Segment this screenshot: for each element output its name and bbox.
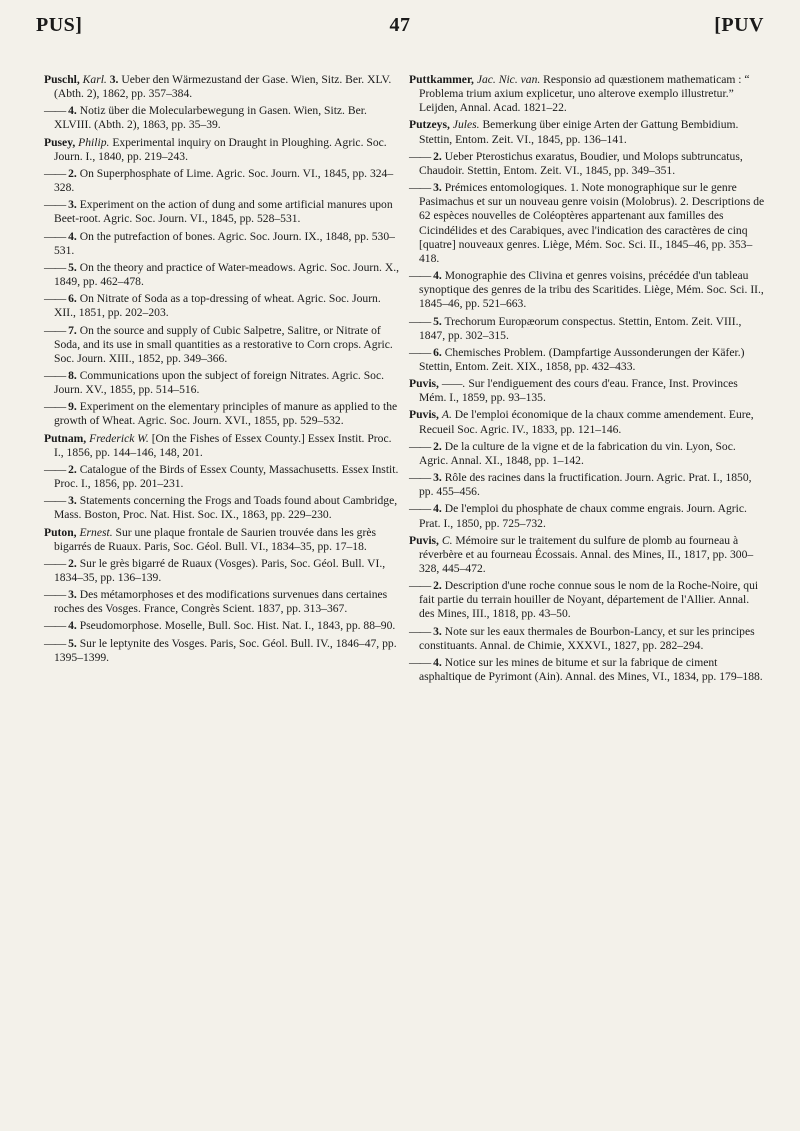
- bibliography-entry: [44, 324, 402, 366]
- bibliography-entry: [44, 292, 402, 320]
- entry-number: 2.: [433, 439, 442, 453]
- entry-ditto-dash: ——: [409, 439, 431, 453]
- entry-author: Putzeys,: [409, 118, 450, 132]
- entry-number: 3.: [433, 624, 442, 638]
- entry-text: Statements concerning the Frogs and Toads found about Cambridge, Mass. Boston, Proc. Nat. Hist. Soc. IX., 1863, pp. 229–230.: [54, 494, 398, 522]
- bibliography-entry: [44, 198, 402, 226]
- entry-ditto-dash: ——: [44, 323, 66, 337]
- entry-text: Experimental inquiry on Draught in Ploughing. Agric. Soc. Journ. I., 1840, pp. 219–243.: [54, 135, 387, 163]
- entry-author-given-name: Jules.: [452, 118, 480, 132]
- entry-text: On the putrefaction of bones. Agric. Soc. Journ. IX., 1848, pp. 530–531.: [54, 229, 395, 257]
- bibliography-entry: [44, 230, 402, 258]
- entry-text: Note sur les eaux thermales de Bourbon-Lancy, et sur les principes constituants. Annal. de Chimie, XXXVI., 1827, pp. 282–294.: [419, 624, 755, 652]
- bibliography-entry: [44, 637, 402, 665]
- entry-ditto-dash: ——: [44, 229, 66, 243]
- entry-ditto-dash: ——: [409, 655, 431, 669]
- entry-ditto-dash: ——: [44, 494, 66, 508]
- entry-author: Puvis,: [409, 533, 439, 547]
- bibliography-entry: [409, 269, 767, 311]
- bibliography-entry: [44, 369, 402, 397]
- bibliography-entry: [409, 181, 767, 266]
- entry-author-given-name: Frederick W.: [89, 431, 149, 445]
- entry-number: 4.: [433, 269, 442, 283]
- entry-text: Bemerkung über einige Arten der Gattung Bembidium. Stettin, Entom. Zeit. VI., 1845, pp. 136–141.: [419, 118, 739, 146]
- entry-author: Puvis,: [409, 377, 439, 391]
- entry-number: 4.: [68, 104, 77, 118]
- entry-ditto-dash: ——: [44, 292, 66, 306]
- entry-ditto-dash: ——: [409, 269, 431, 283]
- bibliography-entry: [409, 150, 767, 178]
- entry-number: 2.: [68, 462, 77, 476]
- entry-number: 8.: [68, 368, 77, 382]
- bibliography-entry: [409, 534, 767, 576]
- bibliography-entry: [44, 432, 402, 460]
- page-number: 47: [389, 14, 411, 36]
- entry-ditto-dash: ——: [44, 260, 66, 274]
- entry-ditto-dash: ——: [44, 400, 66, 414]
- entry-number: 3.: [68, 494, 77, 508]
- bibliography-entry: [409, 73, 767, 115]
- bibliography-entry: [44, 136, 402, 164]
- bibliography-entry: [409, 408, 767, 436]
- entry-text: De l'emploi du phosphate de chaux comme engrais. Journ. Agric. Prat. I., 1850, pp. 725–732.: [419, 502, 747, 530]
- right-column: [409, 73, 767, 687]
- entry-number: 2.: [433, 579, 442, 593]
- entry-number: 4.: [68, 619, 77, 633]
- entry-number: 2.: [68, 166, 77, 180]
- entry-number: 6.: [68, 292, 77, 306]
- entry-author-given-name: Karl.: [82, 73, 107, 86]
- entry-number: 5.: [433, 314, 442, 328]
- entry-author: Putnam,: [44, 431, 87, 445]
- entry-author: Puvis,: [409, 408, 439, 422]
- bibliography-entry: [44, 104, 402, 132]
- entry-text: Catalogue of the Birds of Essex County, Massachusetts. Essex Instit. Proc. I., 1856, pp. 201–231.: [54, 462, 399, 491]
- entry-text: Chemisches Problem. (Dampfartige Aussonderungen der Käfer.) Stettin, Entom. Zeit. XIX., 1858, pp. 432–433.: [419, 345, 745, 373]
- entry-ditto-dash: ——: [44, 556, 66, 570]
- entry-text: Mémoire sur le traitement du sulfure de plomb au fourneau à réverbère et au fourneau Écossais. Annal. des Mines, II., 1817, pp. 300–328, 445–472.: [419, 533, 754, 575]
- entry-number: 3.: [433, 181, 442, 195]
- entry-number: 6.: [433, 345, 442, 359]
- entry-number: 3.: [433, 471, 442, 485]
- entry-ditto-dash: ——: [409, 502, 431, 516]
- entry-text: Communications upon the subject of foreign Nitrates. Agric. Soc. Journ. XV., 1855, pp. 514–516.: [54, 368, 384, 397]
- entry-author: Pusey,: [44, 135, 76, 149]
- entry-number: 9.: [68, 400, 77, 414]
- entry-ditto-dash: ——: [44, 104, 66, 118]
- left-column: [44, 73, 402, 668]
- entry-text: Description d'une roche connue sous le nom de la Roche-Noire, qui fait partie du terrain houiller de Noyant, département de l'Allier. Annal. des Mines, III., 1818, pp. 43–50.: [419, 579, 759, 621]
- bibliography-entry: [409, 377, 767, 405]
- entry-ditto-dash: ——: [409, 314, 431, 328]
- entry-author-given-name: ——.: [441, 377, 466, 391]
- entry-number: 5.: [68, 636, 77, 650]
- header-left: PUS]: [36, 14, 83, 36]
- entry-author-given-name: C.: [441, 533, 453, 547]
- entry-ditto-dash: ——: [44, 462, 66, 476]
- bibliography-entry: [44, 619, 402, 633]
- entry-text: Notiz über die Molecularbewegung in Gasen. Wien, Sitz. Ber. XLVIII. (Abth. 2), 1863, pp. 35–39.: [54, 104, 367, 132]
- entry-ditto-dash: ——: [409, 471, 431, 485]
- entry-text: Responsio ad quæstionem mathematicam : “ Problema trium axium explicetur, uno alterove exemplo illustretur.” Leijden, Annal. Acad. 1821–22.: [419, 73, 750, 115]
- entry-number: 4.: [433, 655, 442, 669]
- entry-author: Puschl,: [44, 73, 80, 86]
- entry-text: Ueber den Wärmezustand der Gase. Wien, Sitz. Ber. XLV. (Abth. 2), 1862, pp. 357–384.: [54, 73, 392, 101]
- entry-number: 2.: [433, 149, 442, 163]
- entry-number: 3.: [68, 198, 77, 212]
- entry-text: On the source and supply of Cubic Salpetre, Salitre, or Nitrate of Soda, and its use in small quantities as a restorative to Corn crops. Agric. Soc. Journ. XIII., 1852, pp. 349–366.: [54, 323, 393, 365]
- entry-author: Puttkammer,: [409, 73, 474, 86]
- entry-ditto-dash: ——: [44, 368, 66, 382]
- bibliography-entry: [409, 471, 767, 499]
- entry-text: Experiment on the action of dung and some artificial manures upon Beet-root. Agric. Soc. Journ. VI., 1845, pp. 528–531.: [54, 198, 393, 226]
- entry-text: [On the Fishes of Essex County.] Essex Instit. Proc. I., 1856, pp. 144–146, 148, 201.: [54, 431, 392, 459]
- bibliography-entry: [44, 494, 402, 522]
- page-header: [36, 14, 764, 44]
- entry-text: Monographie des Clivina et genres voisins, précédée d'un tableau synoptique des genres de la tribu des Scaritides. Liège, Mém. Soc. Sci. II., 1845–46, pp. 521–663.: [419, 269, 764, 311]
- header-right: [PUV: [714, 14, 764, 36]
- entry-text: Rôle des racines dans la fructification. Journ. Agric. Prat. I., 1850, pp. 455–456.: [419, 471, 752, 499]
- entry-number: 3.: [68, 588, 77, 602]
- entry-author-given-name: Philip.: [78, 135, 110, 149]
- bibliography-entry: [409, 579, 767, 621]
- entry-text: On Nitrate of Soda as a top-dressing of wheat. Agric. Soc. Journ. XII., 1851, pp. 202–203.: [54, 292, 381, 320]
- entry-number: 2.: [68, 556, 77, 570]
- entry-number: 3.: [109, 73, 119, 86]
- entry-ditto-dash: ——: [44, 619, 66, 633]
- entry-text: De l'emploi économique de la chaux comme amendement. Eure, Recueil Soc. Agric. IV., 1833, pp. 121–146.: [419, 408, 754, 436]
- entry-number: 7.: [68, 323, 77, 337]
- entry-author-given-name: Jac. Nic. van.: [476, 73, 541, 86]
- entry-author-given-name: A.: [441, 408, 452, 422]
- bibliography-entry: [409, 625, 767, 653]
- entry-ditto-dash: ——: [44, 198, 66, 212]
- entry-ditto-dash: ——: [409, 149, 431, 163]
- entry-text: Sur une plaque frontale de Saurien trouvée dans les grès bigarrés de Ruaux. Paris, Soc. Géol. Bull. VI., 1834–35, pp. 17–18.: [54, 525, 376, 553]
- bibliography-entry: [409, 118, 767, 146]
- entry-ditto-dash: ——: [409, 345, 431, 359]
- entry-text: Des métamorphoses et des modifications survenues dans certaines roches des Vosges. France, Congrès Scient. 1837, pp. 313–367.: [54, 588, 388, 616]
- entry-number: 4.: [68, 229, 77, 243]
- bibliography-entry: [409, 346, 767, 374]
- bibliography-entry: [44, 400, 402, 428]
- bibliography-entry: [44, 463, 402, 491]
- entry-author: Puton,: [44, 525, 77, 539]
- entry-number: 5.: [68, 260, 77, 274]
- entry-text: Sur l'endiguement des cours d'eau. France, Inst. Provinces Mém. I., 1859, pp. 93–135.: [419, 377, 738, 405]
- entry-text: Ueber Pterostichus exaratus, Boudier, und Molops subtruncatus, Chaudoir. Stettin, Entom. Zeit. VI., 1845, pp. 349–351.: [419, 149, 743, 177]
- entry-text: Sur le grès bigarré de Ruaux (Vosges). Paris, Soc. Géol. Bull. VI., 1834–35, pp. 136–139.: [54, 556, 386, 584]
- bibliography-entry: [409, 502, 767, 530]
- bibliography-entry: [409, 315, 767, 343]
- entry-text: Notice sur les mines de bitume et sur la fabrique de ciment asphaltique de Pyrimont (Ain). Annal. des Mines, VI., 1834, pp. 179–188.: [419, 655, 763, 684]
- entry-number: 4.: [433, 502, 442, 516]
- bibliography-entry: [44, 261, 402, 289]
- bibliography-entry: [409, 656, 767, 684]
- entry-ditto-dash: ——: [409, 579, 431, 593]
- entry-text: Sur le leptynite des Vosges. Paris, Soc. Géol. Bull. IV., 1846–47, pp. 1395–1399.: [54, 636, 397, 664]
- entry-text: Prémices entomologiques. 1. Note monographique sur le genre Pasimachus et sur un nouveau genre voisin (Molobrus). 2. Descriptions de 62 espèces nouvelles de Coléoptères appartenant aux familles des Cicindélides et des Carabiques, avec l'indication des caractères de cinq [quatre] nouveaux genres. Liège, Mém. Soc. Sci. II., 1845–46, pp. 353–418.: [419, 181, 765, 265]
- entry-ditto-dash: ——: [409, 181, 431, 195]
- entry-text: On the theory and practice of Water-meadows. Agric. Soc. Journ. X., 1849, pp. 462–478.: [54, 260, 399, 289]
- entry-ditto-dash: ——: [44, 166, 66, 180]
- bibliography-entry: [44, 557, 402, 585]
- entry-author-given-name: Ernest.: [79, 525, 113, 539]
- entry-text: On Superphosphate of Lime. Agric. Soc. Journ. VI., 1845, pp. 324–328.: [54, 166, 394, 195]
- entry-text: Trechorum Europæorum conspectus. Stettin, Entom. Zeit. VIII., 1847, pp. 302–315.: [419, 314, 742, 342]
- bibliography-entry: [44, 167, 402, 195]
- entry-ditto-dash: ——: [44, 636, 66, 650]
- entry-ditto-dash: ——: [409, 624, 431, 638]
- bibliography-entry: [44, 588, 402, 616]
- entry-text: Experiment on the elementary principles of manure as applied to the growth of Wheat. Agric. Soc. Journ. XVI., 1855, pp. 529–532.: [54, 400, 398, 428]
- bibliography-entry: [44, 526, 402, 554]
- entry-text: Pseudomorphose. Moselle, Bull. Soc. Hist. Nat. I., 1843, pp. 88–90.: [79, 619, 396, 633]
- bibliography-entry: [409, 440, 767, 468]
- entry-text: De la culture de la vigne et de la fabrication du vin. Lyon, Soc. Agric. Annal. XI., 1848, pp. 1–142.: [419, 439, 736, 467]
- bibliography-entry: [44, 73, 402, 101]
- entry-ditto-dash: ——: [44, 588, 66, 602]
